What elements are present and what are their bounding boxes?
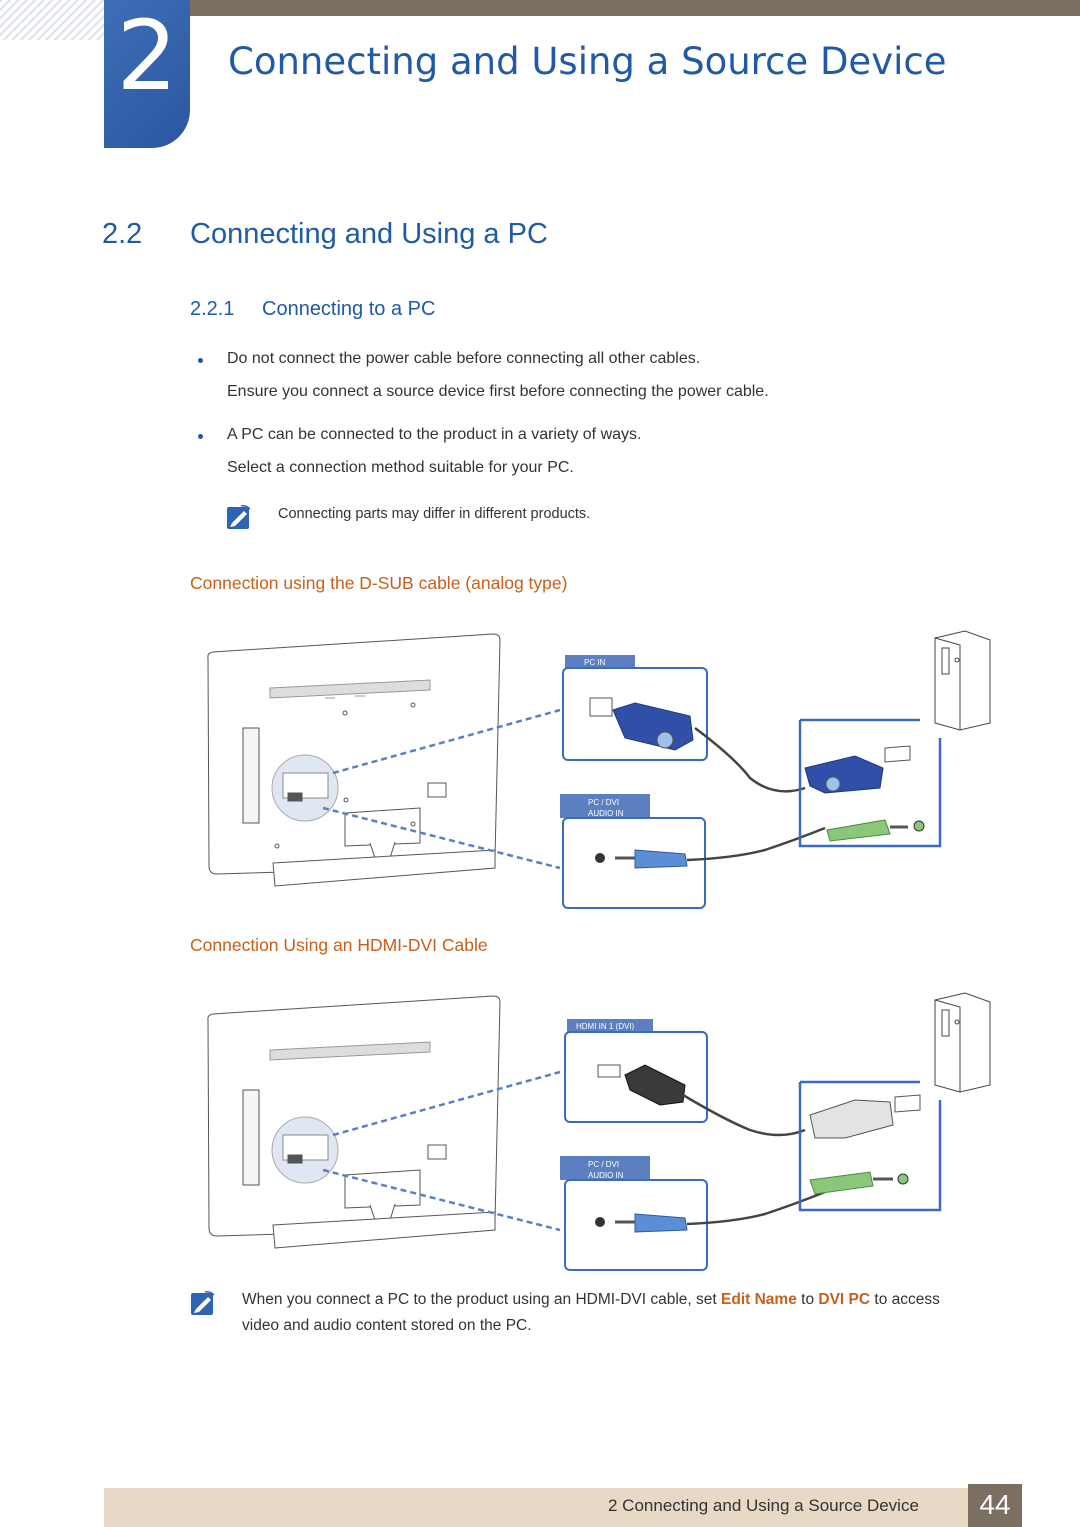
- diagram1-heading: Connection using the D-SUB cable (analog type): [190, 573, 568, 593]
- port-label-hdmi-in: HDMI IN 1 (DVI): [576, 1022, 635, 1031]
- subsection-title: Connecting to a PC: [262, 298, 436, 320]
- note2-text-part: to access: [870, 1291, 940, 1308]
- note2-line1: [242, 1291, 940, 1309]
- subsection-number: 2.2.1: [190, 298, 235, 320]
- port-label-audio-line2: AUDIO IN: [588, 1171, 624, 1180]
- page-number: 44: [979, 1489, 1011, 1520]
- header-hatch-decoration: [0, 0, 105, 40]
- dsub-connection-diagram: [205, 628, 995, 918]
- diagram2-heading: Connection Using an HDMI-DVI Cable: [190, 935, 488, 955]
- tv-back-illustration: [208, 996, 500, 1248]
- note2-line2: video and audio content stored on the PC.: [242, 1317, 532, 1334]
- bullet-1-line1: Do not connect the power cable before connecting all other cables.: [227, 350, 701, 367]
- header-bar: [190, 0, 1080, 16]
- bullet-2-line1: A PC can be connected to the product in a variety of ways.: [227, 426, 642, 443]
- bullet-2-line2: Select a connection method suitable for your PC.: [227, 459, 574, 476]
- note2-setting-value: DVI PC: [818, 1291, 871, 1308]
- pc-tower-illustration: [935, 993, 990, 1092]
- section-title: Connecting and Using a PC: [190, 218, 548, 250]
- bullet-dot: [198, 434, 203, 439]
- chapter-title: Connecting and Using a Source Device: [228, 40, 947, 83]
- pc-tower-illustration: [935, 631, 990, 730]
- note2-text-part: to: [796, 1291, 819, 1308]
- note-text: Connecting parts may differ in different products.: [278, 506, 591, 522]
- port-label-audio-line1: PC / DVI: [588, 798, 620, 807]
- note-icon: [190, 1290, 216, 1316]
- hdmi-dvi-connection-diagram: [205, 990, 995, 1280]
- section-number: 2.2: [102, 218, 143, 250]
- footer-chapter-title: 2 Connecting and Using a Source Device: [608, 1496, 919, 1515]
- note2-text-part: When you connect a PC to the product using an HDMI-DVI cable, set: [242, 1291, 722, 1308]
- port-label-audio-line1: PC / DVI: [588, 1160, 620, 1169]
- port-label-audio-line2: AUDIO IN: [588, 809, 624, 818]
- bullet-1-line2: Ensure you connect a source device first before connecting the power cable.: [227, 383, 769, 400]
- tv-back-illustration: [208, 634, 500, 886]
- port-label-pc-in: PC IN: [584, 658, 606, 667]
- bullet-dot: [198, 358, 203, 363]
- chapter-number: 2: [116, 0, 178, 112]
- note-icon: [226, 504, 252, 530]
- note2-setting-name: Edit Name: [721, 1291, 797, 1308]
